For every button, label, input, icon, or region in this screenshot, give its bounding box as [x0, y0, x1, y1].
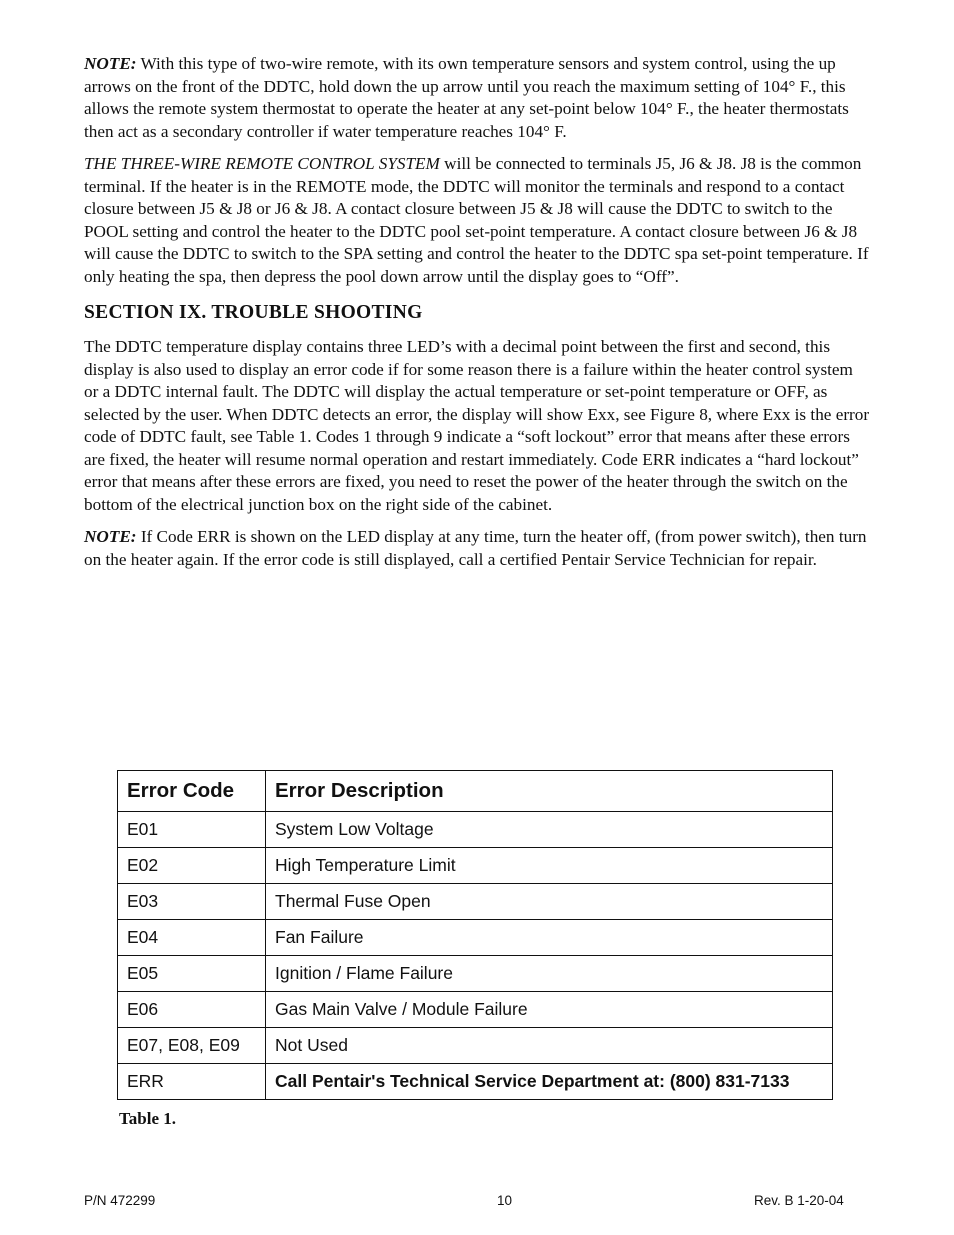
three-wire-lead: THE THREE-WIRE REMOTE CONTROL SYSTEM [84, 154, 440, 173]
error-code-cell: E01 [118, 812, 266, 848]
error-description-cell: High Temperature Limit [266, 848, 833, 884]
part-number: P/N 472299 [84, 1193, 156, 1208]
error-code-cell: E02 [118, 848, 266, 884]
note-paragraph-1 [84, 53, 870, 143]
revision-label: Rev. B 1-20-04 [754, 1193, 844, 1208]
table-row [118, 1064, 833, 1100]
error-description-cell: Fan Failure [266, 920, 833, 956]
table-row [118, 992, 833, 1028]
note-paragraph-2 [84, 526, 870, 571]
note-text: If Code ERR is shown on the LED display at any time, turn the heater off, (from power switch), then turn on the heater again. If the error code is still displayed, call a certified Pentair Service Technician for repair. [84, 527, 867, 569]
error-code-cell: E03 [118, 884, 266, 920]
note-label: NOTE: [84, 527, 137, 546]
error-description-cell: Thermal Fuse Open [266, 884, 833, 920]
page-number: 10 [497, 1193, 513, 1208]
table-row [118, 812, 833, 848]
three-wire-paragraph [84, 153, 870, 288]
error-code-cell: E06 [118, 992, 266, 1028]
error-code-cell: ERR [118, 1064, 266, 1100]
section-heading: SECTION IX. TROUBLE SHOOTING [84, 302, 423, 323]
error-description-cell: Ignition / Flame Failure [266, 956, 833, 992]
error-code-cell: E07, E08, E09 [118, 1028, 266, 1064]
table-row [118, 884, 833, 920]
trouble-shooting-paragraph: The DDTC temperature display contains three LED’s with a decimal point between the first and second, this display is also used to display an error code if for some reason there is a failure within the heater control system or a DDTC internal fault. The DDTC will display the actual temperature or set-point temperature or OFF, as selected by the user. When DDTC detects an error, the display will show Exx, see Figure 8, where Exx is the error code of DDTC fault, see Table 1. Codes 1 through 9 indicate a “soft lockout” error that means after these errors are fixed, the heater will resume normal operation and restart immediately. Code ERR indicates a “hard lockout” error that means after these errors are fixed, you need to reset the power of the heater through the switch on the bottom of the electrical junction box on the right side of the cabinet. [84, 337, 870, 514]
error-description-cell: Gas Main Valve / Module Failure [266, 992, 833, 1028]
error-code-table [117, 770, 833, 1100]
table-row [118, 848, 833, 884]
table-row [118, 1028, 833, 1064]
table-row [118, 920, 833, 956]
error-description-cell: Not Used [266, 1028, 833, 1064]
error-code-cell: E05 [118, 956, 266, 992]
header-error-description: Error Description [266, 771, 833, 812]
three-wire-text: will be connected to terminals J5, J6 & J8. J8 is the common terminal. If the heater is in the REMOTE mode, the DDTC will monitor the terminals and respond to a contact closure between J5 & J8 or J6 & J8. A contact closure between J5 & J8 will cause the DDTC to switch to the POOL setting and control the heater to the DDTC pool set-point temperature. A contact closure between J6 & J8 will cause the DDTC to switch to the SPA setting and control the heater to the DDTC spa set-point temperature. If only heating the spa, then depress the pool down arrow until the display goes to “Off”. [84, 154, 869, 286]
header-error-code: Error Code [118, 771, 266, 812]
table-header-row [118, 771, 833, 812]
error-code-cell: E04 [118, 920, 266, 956]
table-row [118, 956, 833, 992]
error-description-cell: System Low Voltage [266, 812, 833, 848]
note-label: NOTE: [84, 54, 137, 73]
error-description-cell: Call Pentair's Technical Service Department at: (800) 831-7133 [266, 1064, 833, 1100]
page-body [84, 53, 870, 581]
table-caption: Table 1. [119, 1109, 177, 1128]
note-text: With this type of two-wire remote, with its own temperature sensors and system control, using the up arrows on the front of the DDTC, hold down the up arrow until you reach the maximum setting of 104° F., this allows the remote system thermostat to operate the heater at any set-point below 104° F., the heater thermostats then act as a secondary controller if water temperature reaches 104° F. [84, 54, 849, 141]
